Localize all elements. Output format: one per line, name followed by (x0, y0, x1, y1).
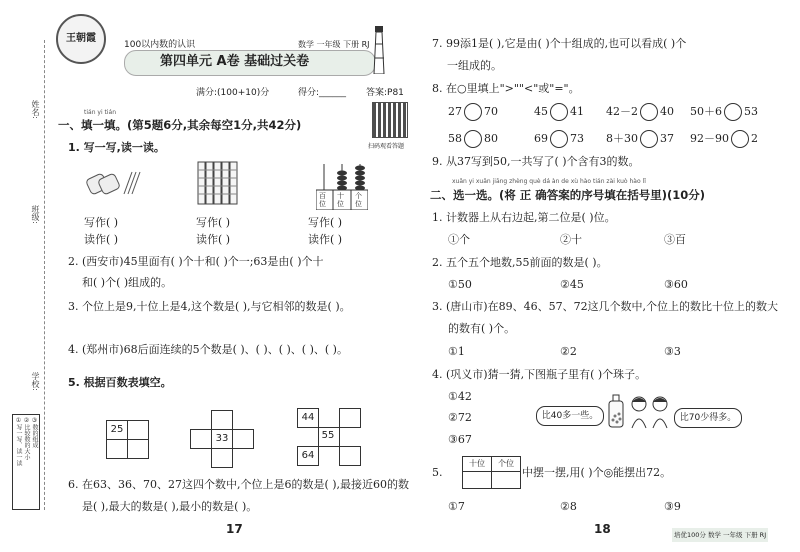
choice3-option[interactable]: ③3 (664, 345, 681, 358)
compare-item: 8＋30 37 (606, 130, 674, 148)
score-got: 得分:______ (298, 88, 347, 98)
grid-cell-given: 55 (321, 430, 335, 441)
q6-text: 6. 在63、36、70、27这四个数中,个位上是6的数是( ),最接近60的数 (68, 478, 410, 491)
choice1-option[interactable]: ②十 (560, 233, 582, 246)
grid-cell-given: 44 (297, 408, 319, 428)
compare-circle[interactable] (731, 130, 749, 148)
q4-text: 4. (郑州市)68后面连续的5个数是( )、( )、( )、( )、( )。 (68, 343, 348, 356)
grid-cell (127, 439, 149, 459)
cubes-image (196, 160, 242, 206)
choice5-option[interactable]: ③9 (664, 500, 681, 513)
side-box-item: ③数的组成 (31, 417, 38, 448)
grid-cell-given: 64 (297, 446, 319, 466)
compare-item: 27 70 (448, 103, 498, 121)
choice3-text: 3. (唐山市)在89、46、57、72这几个数中,个位上的数比十位上的数大 (432, 300, 779, 313)
grid-cell (339, 446, 361, 466)
page-number-right: 18 (594, 522, 611, 536)
section2-pinyin: xuǎn yi xuǎn jiāng zhèng què dá àn de xù hào tián zài kuò hào lǐ (452, 178, 646, 185)
q8-text: 8. 在○里填上">""<"或"="。 (432, 82, 580, 95)
page-title: 第四单元 A卷 基础过关卷 (160, 54, 310, 69)
choice3-text-cont: 的数有( )个。 (448, 322, 516, 335)
qr-code (372, 102, 408, 138)
grid-cell (339, 408, 361, 428)
place-value-cell (491, 471, 521, 489)
unit-subtitle: 100以内数的认识 (124, 40, 196, 50)
abacus-label: 个位 (355, 192, 362, 208)
side-box-item: ①写一写、读一读 (15, 417, 22, 466)
q9-text: 9. 从37写到50,一共写了( )个含有3的数。 (432, 155, 640, 168)
section2-title: 二、选一选。(将 正 确答案的序号填在括号里)(10分) (430, 188, 706, 202)
choice5-option[interactable]: ①7 (448, 500, 465, 513)
grid-cell (190, 429, 212, 449)
choice5-option[interactable]: ②8 (560, 500, 577, 513)
q6-text-cont: 是( ),最大的数是( ),最小的数是( )。 (82, 500, 258, 513)
q2-text: 2. (西安市)45里面有( )个十和( )个一;63是由( )个十 (68, 255, 324, 268)
section1-pinyin: tián yi tián (84, 109, 117, 116)
place-value-header: 十位 (462, 456, 492, 472)
bottle-icon (606, 394, 626, 428)
abacus-label: 十位 (337, 192, 344, 208)
abacus-label: 百位 (319, 192, 326, 208)
compare-circle[interactable] (640, 130, 658, 148)
compare-item: 92－90 2 (690, 130, 758, 148)
q3-text: 3. 个位上是9,十位上是4,这个数是( ),与它相邻的数是( )。 (68, 300, 351, 313)
side-box (12, 414, 40, 510)
choice3-option[interactable]: ②2 (560, 345, 577, 358)
compare-item: 58 80 (448, 130, 498, 148)
answer-ref: 答案:P81 (366, 88, 404, 98)
choice4-text: 4. (巩义市)猜一猜,下图瓶子里有( )个珠子。 (432, 368, 647, 381)
sticks-bundle-image (84, 168, 144, 198)
q7-text: 7. 99添1是( ),它是由( )个十组成的,也可以看成( )个 (432, 37, 687, 50)
grid-cell (211, 448, 233, 468)
choice5-label: 5. (432, 466, 443, 479)
margin-school-label: 学校: (31, 372, 40, 391)
choice5-text: 中摆一摆,用( )个◎能摆出72。 (522, 466, 672, 479)
compare-circle[interactable] (550, 103, 568, 121)
q2-text-cont: 和( )个( )组成的。 (82, 276, 173, 289)
score-total: 满分:(100+10)分 (196, 88, 270, 98)
compare-circle[interactable] (464, 130, 482, 148)
speech-bubble: 比70少得多。 (674, 408, 742, 428)
margin-name-label: 姓名: (31, 100, 40, 119)
write-blank: 写作( ) (84, 216, 119, 229)
page-number-left: 17 (226, 522, 243, 536)
choice1-text: 1. 计数器上从右边起,第二位是( )位。 (432, 211, 616, 224)
choice4-option[interactable]: ②72 (448, 411, 472, 424)
compare-circle[interactable] (724, 103, 742, 121)
lighthouse-icon (372, 24, 386, 74)
footer-tag: 培优100分 数学 一年级 下册 RJ (672, 528, 768, 542)
grid-cell-given: 33 (211, 429, 233, 449)
grid-cell (232, 429, 254, 449)
read-blank: 读作( ) (84, 233, 119, 246)
margin-class-label: 班级: (31, 205, 40, 224)
section1-title: 一、填一填。(第5题6分,其余每空1分,共42分) (58, 118, 302, 132)
choice2-option[interactable]: ③60 (664, 278, 688, 291)
q7-text-cont: 一组成的。 (447, 59, 502, 72)
choice2-option[interactable]: ①50 (448, 278, 472, 291)
compare-item: 50＋6 53 (690, 103, 758, 121)
write-blank: 写作( ) (196, 216, 231, 229)
grid-cell-given: 25 (106, 420, 128, 440)
compare-circle[interactable] (550, 130, 568, 148)
compare-circle[interactable] (464, 103, 482, 121)
compare-item: 45 41 (534, 103, 584, 121)
choice4-option[interactable]: ①42 (448, 390, 472, 403)
choice1-option[interactable]: ①个 (448, 233, 470, 246)
read-blank: 读作( ) (196, 233, 231, 246)
book-meta: 数学 一年级 下册 RJ (298, 40, 370, 49)
place-value-header: 个位 (491, 456, 521, 472)
grid-cell (106, 439, 128, 459)
speech-bubble: 比40多一些。 (536, 406, 604, 426)
choice1-option[interactable]: ③百 (664, 233, 686, 246)
logo: 王朝霞 (56, 14, 106, 64)
grid-cell (127, 420, 149, 440)
compare-item: 69 73 (534, 130, 584, 148)
choice2-text: 2. 五个五个地数,55前面的数是( )。 (432, 256, 608, 269)
grid-cell (211, 410, 233, 430)
binding-line (44, 40, 45, 510)
choice4-option[interactable]: ③67 (448, 433, 472, 446)
choice2-option[interactable]: ②45 (560, 278, 584, 291)
compare-circle[interactable] (640, 103, 658, 121)
qr-caption: 扫码观看答题 (368, 143, 405, 150)
write-blank: 写作( ) (308, 216, 343, 229)
choice3-option[interactable]: ①1 (448, 345, 465, 358)
q5-text: 5. 根据百数表填空。 (68, 376, 172, 389)
read-blank: 读作( ) (308, 233, 343, 246)
side-box-item: ②比较数的大小 (23, 417, 30, 460)
children-icon (628, 394, 672, 430)
place-value-cell (462, 471, 492, 489)
q1-text: 1. 写一写,读一读。 (68, 141, 165, 154)
compare-item: 42－2 40 (606, 103, 674, 121)
